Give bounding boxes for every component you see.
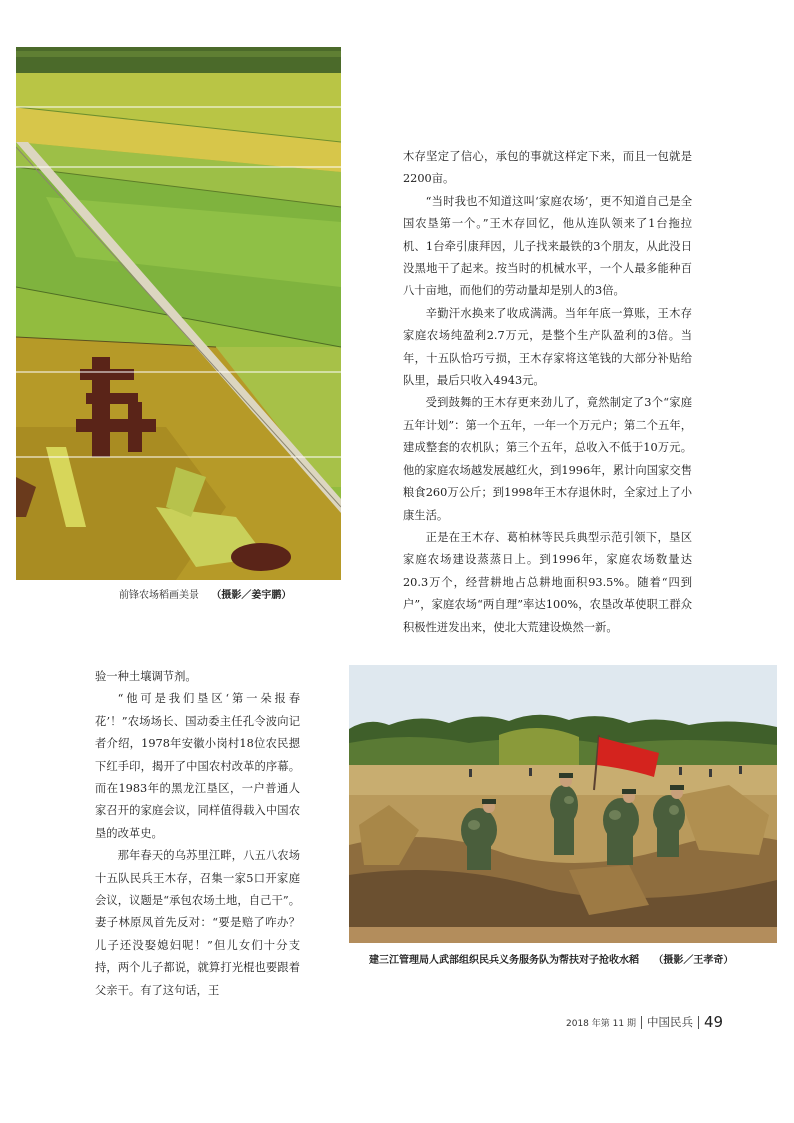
paragraph: 正是在王木存、葛柏林等民兵典型示范引领下，垦区家庭农场建设蒸蒸日上。到1996年，家庭农场数量达20.3万个，经营耕地占总耕地面积93.5%。随着“四到户”，家庭农场“两自理”率达100%，农垦改革使职工群众积极性迸发出来，使北大荒建设焕然一新。: [403, 530, 692, 634]
paragraph: 那年春天的乌苏里江畔，八五八农场十五队民兵王木存，召集一家5口开家庭会议，议题是“承包农场土地，自己干”。妻子林原凤首先反对：“要是赔了咋办？儿子还没娶媳妇呢！”但儿女们十分支持，两个儿子都说，就算打光棍也要跟着父亲干。有了这句话，王: [95, 849, 300, 997]
magazine-name: 中国民兵: [646, 1015, 693, 1029]
article-column-bottom: [95, 666, 300, 1002]
paragraph: 受到鼓舞的王木存更来劲儿了，竟然制定了3个“家庭五年计划”：第一个五年，一年一个万元户；第二个五年，建成整套的农机队；第三个五年，总收入不低于10万元。他的家庭农场越发展越红火，到1996年，累计向国家交售粮食260万公斤；到1998年王木存退休时，全家过上了小康生活。: [403, 396, 692, 522]
photo-caption-bottom: [369, 951, 733, 966]
paragraph: “他可是我们垦区‘第一朵报春花’！”农场场长、国动委主任孔令波向记者介绍，1978年安徽小岗村18位农民摁下红手印，揭开了中国农村改革的序幕。而在1983年的黑龙江垦区，一户普通人家召开的家庭会议，同样值得载入中国农垦的改革史。: [95, 692, 300, 840]
page-number: 49: [703, 1013, 724, 1031]
photo-caption-top: [119, 586, 291, 601]
militia-harvest-photo: [349, 665, 777, 943]
caption-text: 前锋农场稻画美景: [119, 590, 199, 601]
paragraph: “当时我也不知道这叫‘家庭农场’，更不知道自己是全国农垦第一个。”王木存回忆，他从连队领来了1台拖拉机、1台牵引康拜因，儿子找来最铁的3个朋友，从此没日没黑地干了起来。按当时的机械水平，一个人最多能种百八十亩地，而他们的劳动量却是别人的3倍。: [403, 194, 692, 298]
caption-text: 建三江管理局人武部组织民兵义务服务队为帮扶对子抢收水稻: [369, 955, 639, 966]
paragraph: 验一种土壤调节剂。: [95, 670, 197, 683]
paragraph: 辛勤汗水换来了收成满满。当年年底一算账，王木存家庭农场纯盈利2.7万元，是整个生产队盈利的3倍。当年，十五队恰巧亏损，王木存家将这笔钱的大部分补贴给队里，最后只收入4943元。: [403, 306, 692, 388]
page-footer: [566, 1011, 766, 1033]
divider: [698, 1016, 699, 1029]
issue-label: 2018 年第 11 期: [566, 1018, 636, 1029]
article-column-top: [403, 146, 692, 639]
rice-field-art-photo: [16, 47, 341, 580]
caption-credit: （摄影／姜宇鹏）: [211, 590, 292, 601]
caption-credit: （摄影／王孝奇）: [653, 955, 734, 966]
divider: [641, 1016, 642, 1029]
paragraph: 木存坚定了信心，承包的事就这样定下来，而且一包就是2200亩。: [403, 150, 692, 186]
